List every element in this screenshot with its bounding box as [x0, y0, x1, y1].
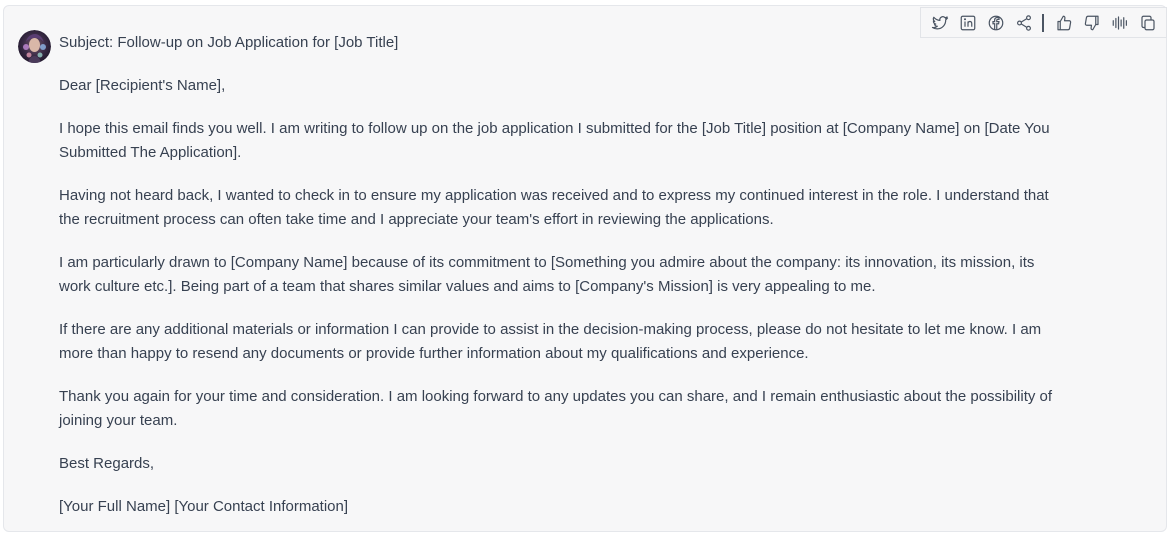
email-greeting: Dear [Recipient's Name], [59, 77, 226, 94]
copy-button[interactable] [1134, 11, 1162, 35]
linkedin-icon [959, 14, 977, 32]
thumbs-down-icon [1083, 14, 1101, 32]
email-subject: Subject: Follow-up on Job Application for [Job Title] [59, 34, 399, 51]
toolbar-divider [1042, 14, 1044, 32]
share-icon [1015, 14, 1033, 32]
facebook-icon [987, 14, 1005, 32]
email-paragraph: Thank you again for your time and consideration. I am looking forward to any updates you can share, and I remain enthusiastic about the possibility of joining your team. [59, 388, 1053, 429]
email-paragraph: Having not heard back, I wanted to check in to ensure my application was received and to express my continued interest in the role. I understand that the recruitment process can often take time and I appreciate your team's effort in reviewing the applications. [59, 187, 1049, 228]
assistant-avatar [18, 30, 51, 63]
thumbs-down-button[interactable] [1078, 11, 1106, 35]
twitter-icon [931, 14, 949, 32]
email-paragraph: I am particularly drawn to [Company Name] because of its commitment to [Something you admire about the company: its innovation, its mission, its work culture etc.]. Being part of a team that shares similar values and aims to [Company's Mission] is very appealing to me. [59, 254, 1035, 295]
read-aloud-button[interactable] [1106, 11, 1134, 35]
thumbs-up-icon [1055, 14, 1073, 32]
email-signature: [Your Full Name] [Your Contact Information] [59, 498, 349, 515]
email-paragraph: If there are any additional materials or information I can provide to assist in the decision-making process, please do not hesitate to let me know. I am more than happy to resend any documents or provide further information about my qualifications and experience. [59, 321, 1042, 362]
copy-icon [1139, 14, 1157, 32]
message-body [59, 31, 1059, 519]
email-paragraph: I hope this email finds you well. I am writing to follow up on the job application I submitted for the [Job Title] position at [Company Name] on [Date You Submitted The Application]. [59, 120, 1050, 161]
email-closing: Best Regards, [59, 455, 155, 472]
audio-icon [1111, 14, 1129, 32]
